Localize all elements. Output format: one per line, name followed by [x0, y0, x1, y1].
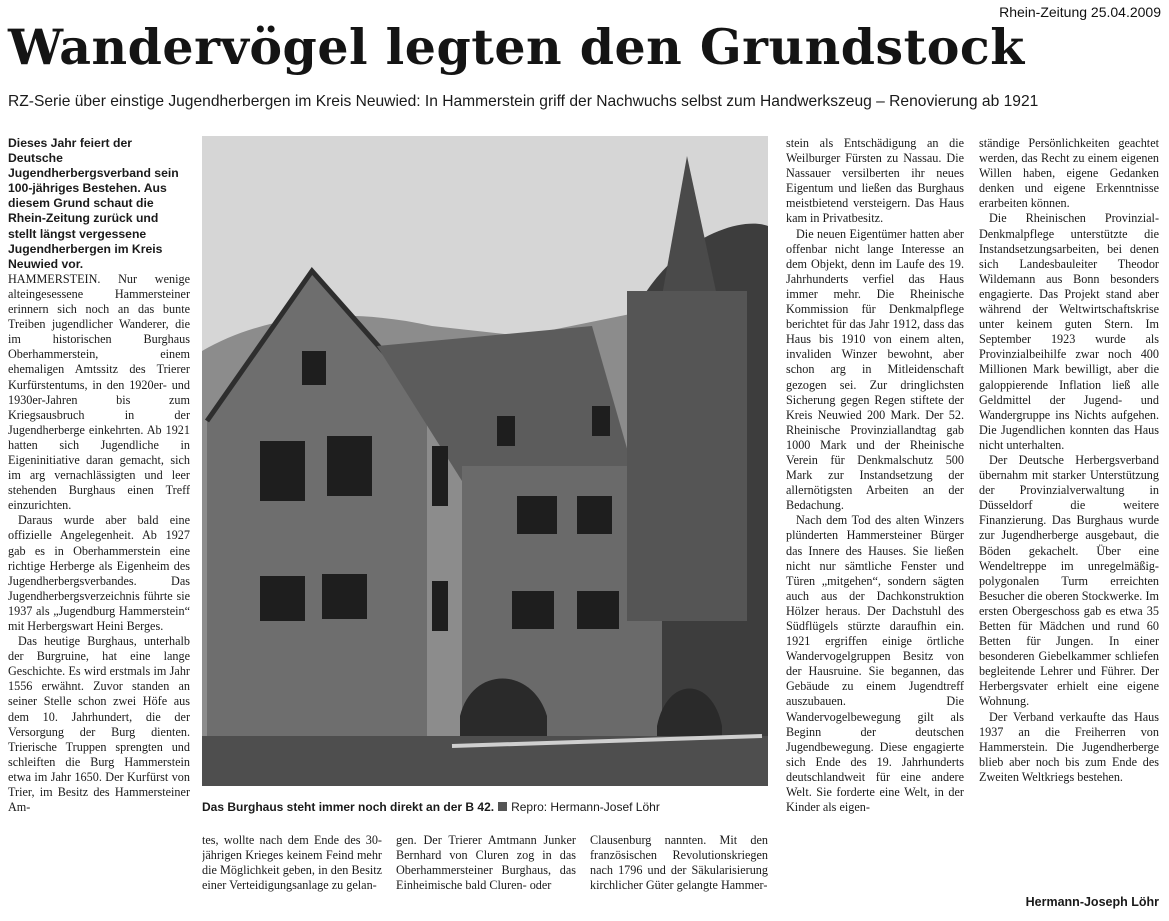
paragraph: Clausenburg nannten. Mit den französischen Revolutionskriegen nach 1796 und der Säkularisierung kirchlicher Güter gelangte Hammer- [590, 833, 768, 893]
newspaper-source-date: Rhein-Zeitung 25.04.2009 [999, 4, 1161, 20]
column-6 [979, 136, 1159, 892]
paragraph: Die neuen Eigentümer hatten aber offenbar nicht lange Interesse an dem Objekt, denn im Laufe des 19. Jahrhunderts verfiel das Haus immer mehr. Die Rheinische Kommission für Denkmalpflege berichtet für das Jahr 1912, dass das Haus bis 1910 von einem alten, invaliden Winzer bewohnt, aber schon arg in Mitleidenschaft gezogen sei. Zur dringlichsten Sicherung gegen Regen stiftete der Kreis Neuwied 200 Mark. Der 52. Rheinische Provinziallandtag gab 1000 Mark und der Rheinische Verein für Denkmalschutz 500 Mark zur Instandsetzung der allernötigsten Arbeiten an der Bedachung. [786, 226, 964, 513]
article-headline: Wandervögel legten den Grundstock [8, 18, 1025, 76]
author-byline: Hermann-Joseph Löhr [1025, 895, 1159, 909]
article-subheadline: RZ-Serie über einstige Jugendherbergen im Kreis Neuwied: In Hammerstein griff der Nachwuchs selbst zum Handwerkszeug – Renovierung ab 1921 [8, 93, 1039, 110]
column-2 [202, 833, 382, 919]
photo-caption [202, 800, 768, 815]
paragraph: Der Verband verkaufte das Haus 1937 an die Freiherren von Hammerstein. Die Jugendherberge blieb aber noch bis zum Ende des Zweiten Weltkriegs bestehen. [979, 709, 1159, 784]
paragraph: HAMMERSTEIN. Nur wenige alteingesessene Hammersteiner erinnern sich noch an das bunte Treiben jugendlicher Wanderer, die im historischen Burghaus Oberhammerstein, einem ehemaligen Amtssitz des Trierer Kurfürstentums, in den 1920er- und 1930er-Jahren bis zum Kriegsausbruch in der Jugendherberge einkehrten. Ab 1921 hatten sich Jugendliche in Eigeninitiative daran gemacht, sich im arg vernachlässigten und leer stehenden Burghaus einen Treff einzurichten. [8, 271, 190, 513]
column-1 [8, 136, 190, 916]
paragraph: gen. Der Trierer Amtmann Junker Bernhard von Cluren zog in das Oberhammersteiner Burghaus, das Einheimische bald Cluren- oder [396, 833, 576, 893]
paragraph: tes, wollte nach dem Ende des 30-jährigen Krieges keinem Feind mehr die Möglichkeit geben, in den Besitz einer Verteidigungsanlage zu gelan- [202, 833, 382, 893]
paragraph: ständige Persönlichkeiten geachtet werden, das Recht zu einem eigenen Willen haben, eigene Gedanken denken und eigene Erkenntnisse erarbeiten können. [979, 136, 1159, 211]
paragraph: Nach dem Tod des alten Winzers plünderten Hammersteiner Bürger das Innere des Hauses. Sie ließen nicht nur sämtliche Fenster und Türen „mitgehen“, sondern sägten auch aus der Dachkonstruktion Hölzer heraus. Der Dachstuhl des Südflügels stürzte daraufhin ein. 1921 ergriffen einige örtliche Wandervogelgruppen Besitz von der Hausruine. Sie begannen, das Gebäude zu einem Jugendtreff auszubauen. Die Wandervogelbewegung gilt als Beginn der deutschen Jugendbewegung. Diese engagierte sich Ende des 19. Jahrhunderts deutschlandweit für eine andere Welt. Sie forderte eine Welt, in der Kinder als eigen- [786, 513, 964, 815]
paragraph: stein als Entschädigung an die Weilburger Fürsten zu Nassau. Die Nassauer versilberten ihr neues Eigentum und ließen das Burghaus meistbietend versteigern. Das Haus kam in Privatbesitz. [786, 136, 964, 226]
paragraph: Die Rheinischen Provinzial-Denkmalpflege unterstützte die Instandsetzungsarbeiten, bei denen sich Landesbauleiter Theodor Wildemann aus Bonn besonders engagierte. Das Projekt stand aber während der Weltwirtschaftskrise unter keinem guten Stern. Im September 1923 wurde als Provinzialbeihilfe zwar noch 400 Millionen Mark bewilligt, aber die galoppierende Inflation ließ alle Geldmittel der Jugend- und Wandergruppe ins Nichts aufgehen. Die Jugendlichen konnten das Haus nicht unterhalten. [979, 211, 1159, 452]
article-lead: Dieses Jahr feiert der Deutsche Jugendherbergsverband sein 100-jähriges Bestehen. Aus diesem Grund schaut die Rhein-Zeitung zurück und stellt längst vergessene Jugendherbergen im Kreis Neuwied vor. [8, 136, 179, 271]
burghaus-photo [202, 136, 768, 786]
column-5 [786, 136, 964, 916]
paragraph: Das heutige Burghaus, unterhalb der Burgruine, hat eine lange Geschichte. Es wird erstmals im Jahr 1556 erwähnt. Zuvor standen an seiner Stelle schon zwei Höfe aus dem 10. Jahrhundert, die der Versorgung der Burg dienten. Trierische Truppen sprengten und schleiften die Burg Hammerstein etwa im Jahr 1650. Der Kurfürst von Trier, im Besitz des Hammersteiner Am- [8, 634, 190, 815]
paragraph: Daraus wurde aber bald eine offizielle Angelegenheit. Ab 1927 gab es in Oberhammerstein eine richtige Herberge als Eigenheim des Jugendherbergsverbandes. Das Jugendherbergsverzeichnis führte sie 1937 als „Jugendburg Hammerstein“ mit Herbergswart Heini Berges. [8, 513, 190, 633]
photo-credit: Repro: Hermann-Josef Löhr [511, 800, 660, 814]
column-4 [590, 833, 768, 919]
caption-square-icon [498, 802, 507, 811]
caption-text: Das Burghaus steht immer noch direkt an der B 42. [202, 800, 495, 814]
paragraph: Der Deutsche Herbergsverband übernahm mit starker Unterstützung der Provinzialverwaltung in Düsseldorf die weitere Finanzierung. Das Burghaus wurde zur Jugendherberge ausgebaut, die Böden gekachelt. Über eine Wendeltreppe im unregelmäßig-polygonalen Turm erreichten Besucher die oberen Stockwerke. Im ersten Obergeschoss gab es etwa 35 Betten für Mädchen und rund 60 Betten für Jungen. In einer besonderen Giebelkammer schliefen begleitende Lehrer und Führer. Der Herbergsvater erhielt eine eigene Wohnung. [979, 452, 1159, 709]
column-3 [396, 833, 576, 919]
